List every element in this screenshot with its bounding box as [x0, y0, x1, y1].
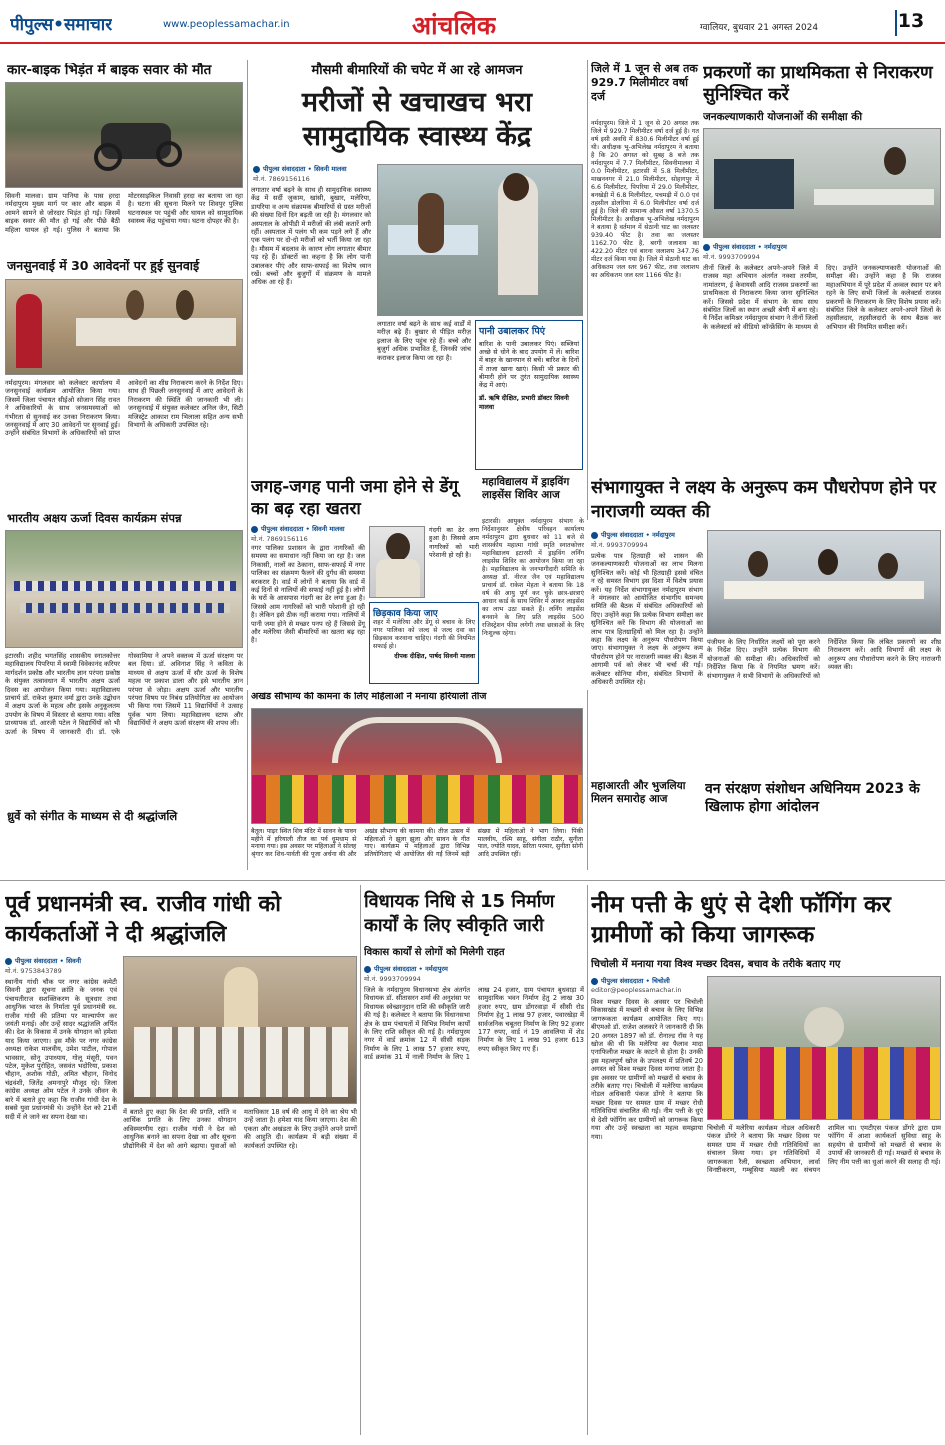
story-body-continued: चिचोली में मलेरिया कार्यक्रम नोडल अधिकारी पंकज डोंगरे ने बताया कि मच्छर दिवस पर समस्त ग्राम में मच्छर रोधी गतिविधियों का संचालन किया गया। इन गतिविधियों में जागरूकता रैली, स्वच्छता अभियान, लार्वा विनष्टीकरण, गम्बूसिया मछली का संचयन शामिल था। एमटीएस पंकज डोंगरे द्वारा ग्राम फॉगिंग में आशा कार्यकर्ता सुविधा साहू के सहयोग से ग्रामीणों को मच्छरों से बचाव के उपायों की जानकारी दी गई। मच्छरों से बचाव के लिए नीम पत्ती का धुआं करने की सलाह दी गई। — [707, 1124, 941, 1175]
column-divider — [587, 690, 588, 870]
story-body: नगर पालिका प्रशासन के द्वारा नागरिकों की समस्या का समाधान नहीं किया जा रहा है। जल निकासी, नालों का ठेकाना, साफ-सफाई में नगर पालिका का संक्रमण फैलने की दुर्गंध की समस्या बरकरार है। वार्ड में लोगों ने बताया कि वार्ड में कई दिनों से नालियों की सफाई नहीं हुई है। लोगों के घरों के आसपास गंदगी का ढेर लगा हुआ है। जिससे आम नागरिकों को भारी परेशानी हो रही है। लेकिन इसे ठीक नहीं कराया गया। नालियों में पानी जमा होने से मच्छर पनप रहे हैं जिससे डेंगू और मलेरिया जैसी बीमारियों का खतरा बढ़ रहा है। — [251, 544, 365, 645]
story-headline[interactable]: प्रकरणों का प्राथमिकता से निराकरण सुनिश्चित करें — [703, 63, 933, 105]
story-neem-fogging — [591, 886, 941, 1438]
story-energy-day — [5, 510, 243, 805]
story-case-disposal — [703, 60, 941, 470]
story-hospital — [251, 60, 583, 470]
mobile-number: मो.नं. 9993709994 — [364, 975, 421, 983]
box-title: छिड़काव किया जाए — [373, 609, 438, 619]
story-rajiv-gandhi — [5, 886, 357, 1438]
awareness-photo — [707, 976, 941, 1120]
box-signature: डॉ. ऋषि दीक्षित, प्रभारी डॉक्टर सिवनी मालवा — [479, 394, 569, 412]
advice-box — [475, 320, 583, 470]
story-kicker: मौसमी बीमारियों की चपेट में आ रहे आमजन — [311, 63, 523, 78]
story-teej — [251, 690, 583, 878]
column-divider — [247, 690, 248, 870]
story-subhead: विकास कार्यों से लोगों को मिलेगी राहत — [364, 947, 505, 958]
story-body: विश्व मच्छर दिवस के अवसर पर चिचोली विकासखंड में मच्छरों से बचाव के लिए विभिन्न जागरूकता कार्यक्रम आयोजित किए गए। बीएमओ डॉ. राजेश अलकारे ने जानकारी दी कि 20 अगस्त 1897 को डॉ. रोनाल्ड रॉस ने यह खोज की थी कि मलेरिया का फैलाव मादा एनाफिलीज मच्छर के काटने से होता है। उनकी इस महत्वपूर्ण खोज के उपलक्ष्य में प्रतिवर्ष 20 अगस्त को विश्व मच्छर दिवस मनाया जाता है। इस अवसर पर ग्रामीणों को मच्छरों से बचाव के तरीके बताए गए। चिचोली में मलेरिया कार्यक्रम नोडल अधिकारी पंकज डोंगरे ने बताया कि मच्छर दिवस पर समस्त ग्राम में मच्छर रोधी गतिविधियां संचालित की गईं। नीम पत्ती के धुएं से देशी फॉगिंग कर ग्रामीणों को जागरूक किया गया और उन्हें स्वच्छता का महत्व समझाया गया। — [591, 998, 703, 1141]
byline: पीपुल्स संवाददाता • नर्मदापुरम — [364, 964, 470, 973]
page-number: 13 — [895, 10, 925, 36]
story-dhurve-tribute — [5, 808, 243, 878]
story-body: इटारसी। आयुक्त नर्मदापुरम संभाग के निर्देशानुसार क्षेत्रीय परिवहन कार्यालय नर्मदापुरम द्वारा बुधवार को 11 बजे से शासकीय महात्मा गांधी स्मृति स्नातकोत्तर महाविद्यालय इटारसी में ड्राइविंग लर्निंग लाइसेंस शिविर का आयोजन किया जा रहा है। महाविद्यालय के जनभागीदारी समिति के अध्यक्ष डॉ. नीरज जैन एवं महाविद्यालय प्राचार्य डॉ. राकेश मेहता ने बताया कि 18 वर्ष की आयु पूर्ण कर चुके छात्र-छात्राएं आधार कार्ड के साथ शिविर में आकर लाइसेंस का लाभ उठा सकते हैं। लर्निंग लाइसेंस बनवाने के लिए प्रति लाइसेंस 500 रजिस्ट्रेशन फीस लगेगी तथा छात्राओं के लिए निःशुल्क रहेगा। — [482, 518, 584, 637]
story-body-continued: में बताते हुए कहा कि देश की प्रगति, शांति व आर्थिक प्रगति के लिए उनका योगदान अविस्मरणीय रहा। राजीव गांधी ने देश को आधुनिक बनाने का सपना देखा था और सूचना प्रौद्योगिकी में देश को आगे बढ़ाया। युवाओं को मताधिकार 18 वर्ष की आयु में देने का श्रेय भी उन्हें जाता है। हमेशा याद किया जाएगा। देश की एकता और अखंडता के लिए उन्होंने अपने प्राणों की आहुति दी। कार्यक्रम में बड़ी संख्या में कार्यकर्ता उपस्थित रहे। — [123, 1108, 357, 1150]
row-divider — [0, 880, 945, 881]
brand-dot-icon — [5, 958, 12, 965]
story-body-continued: लगातार वर्षा बढ़ने के साथ कई वार्डों में मरीज़ बढ़े हैं। बुखार से पीड़ित मरीज़ इलाज के लिए पहुंच रहे हैं। बच्चे और बुज़ुर्ग अधिक प्रभावित हैं, जिनकी जांच कराकर इलाज किया जा रहा है। — [377, 320, 471, 362]
mobile-number: मो.नं. 7869156116 — [253, 175, 310, 183]
column-divider — [587, 60, 588, 520]
story-headline[interactable]: जनसुनवाई में 30 आवेदनों पर हुई सुनवाई — [7, 259, 200, 273]
story-headline[interactable]: महाआरती और भुजलिया मिलन समारोह आज — [591, 780, 686, 805]
teej-photo — [251, 708, 583, 824]
dateline: ग्वालियर, बुधवार 21 अगस्त 2024 — [700, 23, 819, 33]
story-body: जिले के नर्मदापुरम विधानसभा क्षेत्र अंतर्गत विधायक डॉ. सीतासरन शर्मा की अनुशंसा पर विधायक स्वेच्छानुदान राशि की स्वीकृति जारी की गई है। कलेक्टर ने बताया कि विधानसभा क्षेत्र के ग्राम पंचायतों में विभिन्न निर्माण कार्यों के लिए राशि स्वीकृत की गई है। नर्मदापुरम नगर में वार्ड क्रमांक 12 में सीसी सड़क निर्माण के लिए 1 लाख 57 हजार रुपए, वार्ड क्रमांक 31 में नाली निर्माण के लिए 1 लाख 24 हजार, ग्राम पंचायत बुधवाड़ा में सामुदायिक भवन निर्माण हेतु 2 लाख 30 हजार रुपए, ग्राम डोंगरवाड़ा में सीसी रोड निर्माण हेतु 1 लाख 97 हजार, पवारखेड़ा में सार्वजनिक चबूतरा निर्माण के लिए 92 हजार 177 रुपए, वार्ड नं 19 आवलिया में शेड निर्माण के लिए 1 लाख 91 हजार 613 रुपए स्वीकृत किए गए हैं। — [364, 986, 584, 1062]
story-accident — [5, 60, 243, 255]
brand-dot-icon — [364, 966, 371, 973]
story-body: स्थानीय गांधी चौक पर नगर कांग्रेस कमेटी सिवनी द्वारा सूचना क्रांति के जनक एवं पंचायतीराज सशक्तिकरण के सूत्रधार तथा आधुनिक भारत के निर्माता पूर्व प्रधानमंत्री स्व. राजीव गांधी की प्रतिमा पर माल्यार्पण कर जयंती मनाई। और उन्हें सादर श्रद्धांजलि अर्पित की। देश के विकास में उनके योगदान को हमेशा याद किया जाएगा। इस मौके पर नगर कांग्रेस अध्यक्ष राकेश मालवीय, उमेश पाटील, गोपाल भावसार, सोनू उपाध्याय, गोलू मंसूरी, पवन पटेल, मुकेश पुरोहित, जसवंत भदोरिया, प्रकाश चौहान, अशोक गोठी, अमित चौहान, विनोद चंद्रवंशी, जितेंद्र अमनापुरे मौजूद रहे। जिला कांग्रेस अध्यक्ष ओम पटेल ने उनके जीवन के बारे में बताते हुए कहा कि राजीव गांधी देश के सबसे युवा प्रधानमंत्री थे। उन्होंने देश को 21वीं सदी में ले जाने का सपना देखा था। — [5, 978, 117, 1121]
email[interactable]: editor@peoplessamachar.in — [591, 986, 682, 994]
story-body: इटारसी। शहीद भगतसिंह शासकीय स्नातकोत्तर महाविद्यालय पिपरिया में स्वामी विवेकानंद करियर मार्गदर्शन प्रकोष्ठ और भारतीय ज्ञान परंपरा प्रकोष्ठ के संयुक्त तत्वावधान में भारतीय अक्षय ऊर्जा दिवस का आयोजन किया गया। महाविद्यालय प्राचार्य डॉ. राकेश कुमार वर्मा द्वारा उनके उद्बोधन में अक्षय ऊर्जा के महत्व और इसके अनुकूलतम उपयोग के विषय में विस्तार से बताया गया। वरिष्ठ प्राध्यापक डॉ. आरजी पटेल ने विद्यार्थियों को भी ऊर्जा के विषय में जानकारी दी। डॉ. एके गोस्वामिया ने अपने वक्तव्य में ऊर्जा संरक्षण पर बल दिया। डॉ. अविनाश सिंह ने कविता के माध्यम से अक्षय ऊर्जा में सौर ऊर्जा के विशेष महत्व पर प्रकाश डाला और इसे भारतीय ज्ञान परंपरा से जोड़ा। अक्षय ऊर्जा और भारतीय परंपरा विषय पर निबंध प्रतियोगिता का आयोजन भी किया गया जिसमें 11 विद्यार्थियों ने उत्साह पूर्वक भाग लिया। महाविद्यालय स्टाफ और विद्यार्थियों ने अक्षय ऊर्जा संरक्षण की शपथ ली। — [5, 652, 243, 736]
masthead — [0, 0, 945, 44]
story-public-hearing — [5, 257, 243, 507]
story-headline[interactable]: महाविद्यालय में ड्राइविंग लाइसेंस शिविर आज — [482, 476, 570, 501]
story-headline[interactable]: ध्रुर्वे को संगीत के माध्यम से दी श्रद्धांजलि — [7, 810, 178, 823]
story-headline[interactable]: नीम पत्ती के धुएं से देशी फॉगिंग कर ग्रामीणों को किया जागरूक — [591, 892, 891, 948]
story-body: बैतूल। पाढ़र स्थित शिव मंदिर में सावन के पावन महीने में हरियाली तीज का पर्व धूमधाम से मनाया गया। इस अवसर पर महिलाओं ने सोलह श्रृंगार कर शिव-पार्वती की पूजा अर्चना की और अखंड सौभाग्य की कामना की। तीज उत्सव में महिलाओं ने झूला झूला और सावन के गीत गाए। कार्यक्रम में महिलाओं द्वारा विभिन्न प्रतियोगिताएं भी आयोजित की गईं जिनमें बड़ी संख्या में महिलाओं ने भाग लिया। पिंकी मालवीय, रश्मि साहू, संगीता राठौर, सुनीता पाल, ज्योति यादव, सरिता परमार, सुनीता सोनी आदि उपस्थित रहीं। — [251, 828, 583, 858]
councillor-portrait — [369, 526, 425, 598]
story-body: नर्मदापुरम। मंगलवार को कलेक्टर कार्यालय में जनसुनवाई कार्यक्रम आयोजित किया गया। जिसमें जिला पंचायत सीईओ सोजान सिंह रावत ने अधिकारियों के साथ जनसमस्याओं को गंभीरता से सुनवाई कर उनका निराकरण किया। जनसुनवाई में आए 30 आवेदनों पर सुनवाई हुई। उन्होंने संबंधित विभागों के अधिकारियों को प्राप्त आवेदनों का शीघ्र निराकरण करने के निर्देश दिए। साथ ही पिछली जनसुनवाई में आए आवेदनों के निराकरण की स्थिति की जानकारी भी ली। जनसुनवाई में संयुक्त कलेक्टर अनिल जैन, सिटी मजिस्ट्रेट आकाश राम भिलाला सहित अन्य सभी विभागों के अधिकारी उपस्थित रहे। — [5, 379, 243, 438]
story-headline[interactable]: अखंड सौभाग्य की कामना के लिए महिलाओं ने मनाया हरियाली तीज — [251, 692, 487, 702]
hospital-photo — [377, 164, 583, 316]
byline: पीपुल्स संवाददाता • सिवनी — [5, 956, 115, 965]
story-driving-licence — [482, 474, 584, 684]
story-headline[interactable]: विधायक निधि से 15 निर्माण कार्यों के लिए स्वीकृति जारी — [364, 891, 555, 936]
story-forest-act — [705, 778, 941, 878]
story-plantation — [591, 474, 941, 774]
story-headline[interactable]: कार-बाइक भिड़ंत में बाइक सवार की मौत — [7, 63, 212, 78]
energy-day-photo — [5, 530, 243, 648]
spray-box — [369, 602, 479, 684]
logo[interactable]: पीपुल्स•समाचार — [10, 15, 113, 35]
story-headline[interactable]: पूर्व प्रधानमंत्री स्व. राजीव गांधी को कार्यकर्ताओं ने दी श्रद्धांजलि — [5, 892, 281, 947]
meeting-photo — [703, 128, 941, 238]
story-headline[interactable]: भारतीय अक्षय ऊर्जा दिवस कार्यक्रम संपन्न — [7, 512, 182, 525]
story-maha-aarti — [591, 778, 701, 878]
story-body: प्रत्येक पात्र हितग्राही को शासन की जनकल्याणकारी योजनाओं का लाभ मिलना सुनिश्चित करें। कोई भी हितग्राही इससे वंचित न रहे समस्त विभाग इस दिशा में विशेष प्रयास करें। यह निर्देश संभागायुक्त नर्मदापुरम संभाग ने मंगलवार को आयोजित संभागीय समन्वय समिति की बैठक में संबंधित अधिकारियों को दिए। उन्होंने कहा कि प्रत्येक विभाग समीक्षा कर सुनिश्चित करें कि विभाग की योजनाओं का लाभ पात्र हितग्राहियों को मिल रहा है। उन्होंने कहा कि लक्ष्य के अनुरूप पौधरोपण किया जाए। संभागायुक्त ने लक्ष्य के अनुरूप कम पौधरोपण होने पर नाराजगी व्यक्त की। बैठक में आगामी पर्व को लेकर भी चर्चा की गई। कलेक्टर सोनिया मीना, संबंधित विभागों के अधिकारी उपस्थित रहे। — [591, 552, 703, 687]
story-headline[interactable]: संभागायुक्त ने लक्ष्य के अनुरूप कम पौधरोपण होने पर नाराजगी व्यक्त की — [591, 478, 936, 522]
byline: पीपुल्स संवाददाता • सिवनी मालवा — [251, 524, 381, 533]
tribute-photo — [123, 956, 357, 1104]
story-body: लगातार वर्षा बढ़ने के साथ ही सामुदायिक स्वास्थ्य केंद्र में सर्दी जुकाम, खांसी, बुखार, मलेरिया, डायरिया व अन्य संक्रामक बीमारियों से ग्रस्त मरीजों की संख्या दिनों दिन बढ़ती जा रही है। मंगलवार को अस्पताल के ओपीडी में मरीजों की लंबी कतारें लगी रहीं। अस्पताल में पलंग भी कम पड़ने लगे हैं और एक पलंग पर दो-दो मरीजों को भर्ती किया जा रहा है। मौसम में बदलाव के कारण लोग लगातार बीमार पड़ रहे हैं। डॉक्टरों का कहना है कि लोग पानी उबालकर पीएं और साफ-सफाई का विशेष ध्यान रखें। बच्चों और बुजुर्गों में संक्रमण के मामले अधिक आ रहे हैं। — [251, 186, 371, 287]
story-headline[interactable]: जिले में 1 जून से अब तक 929.7 मिलीमीटर वर्षा दर्ज — [591, 62, 698, 103]
column-divider — [587, 885, 588, 1435]
brand-dot-icon — [703, 244, 710, 251]
story-mla-fund — [364, 886, 584, 1438]
accident-photo — [5, 82, 243, 188]
mobile-number: मो.नं. 7869156116 — [251, 535, 308, 543]
story-body-side: गंदगी का ढेर लगा हुआ है। जिससे आम नागरिकों को भारी परेशानी हो रही है। — [429, 526, 479, 560]
story-subhead: चिचोली में मनाया गया विश्व मच्छर दिवस, बचाव के तरीके बताए गए — [591, 959, 841, 970]
story-body: नर्मदापुरम। जिले में 1 जून से 20 अगस्त तक जिले में 929.7 मिलीमीटर वर्षा दर्ज हुई है। गत वर्ष इसी अवधि में 830.6 मिलीमीटर वर्षा हुई थी। अधीक्षक भू-अभिलेख नर्मदापुरम ने बताया है कि 20 अगस्त को सुबह 8 बजे तक नर्मदापुरम में 7.7 मिलीमीटर, सिवनीमालवा में 0.0 मिलीमीटर, इटारसी में 5.8 मिलीमीटर, माखननगर में 21.0 मिलीमीटर, सोहागपुर में 6.6 मिलीमीटर, पिपरिया में 29.0 मिलीमीटर, बनखेड़ी में 6.8 मिलीमीटर, पचमढ़ी में 0.0 एवं तहसील डोलरिया में 6.0 मिलीमीटर वर्षा दर्ज हुई है। जिले की सामान्य औसत वर्षा 1370.5 मिलीमीटर है। अधीक्षक भू-अभिलेख नर्मदापुरम ने बताया है वर्तमान में सेठानी घाट का जलस्तर 939.40 फीट है। तवा का जलस्तर 1162.70 फीट है, बरगी जलाशय का 422.20 मीटर एवं बारना जलाशय 347.76 मीटर दर्ज किया गया है। जिले में सेठानी घाट का अधिकतम जल स्तर 967 फीट, तवा जलाशय का अधिकतम जल स्तर 1166 फीट है। — [591, 120, 699, 279]
brand-dot-icon — [591, 978, 598, 985]
story-headline[interactable]: जगह-जगह पानी जमा होने से डेंगू का बढ़ रहा खतरा — [251, 477, 459, 519]
mobile-number: मो.नं. 9993709994 — [703, 253, 760, 261]
byline: पीपुल्स संवाददाता • नर्मदापुरम — [703, 242, 823, 251]
brand-dot-icon — [591, 532, 598, 539]
story-headline[interactable]: वन संरक्षण संशोधन अधिनियम 2023 के खिलाफ होगा आंदोलन — [705, 781, 920, 815]
hearing-photo — [5, 279, 243, 375]
box-title: पानी उबालकर पिएं — [479, 326, 546, 337]
section-title: आंचलिक — [412, 11, 497, 40]
box-body: बारिश के पानी उबालकर पिएं। सब्जियां अच्छे से धोने के बाद उपयोग में लें। बारिश में बाहर के खानपान से बचें। बारिश के दिनों में ताजा खाना खाएं। किसी भी प्रकार की बीमारी होने पर तुरंत सामुदायिक स्वास्थ्य केंद्र में आएं। — [479, 340, 579, 390]
byline: पीपुल्स संवाददाता • नर्मदापुरम — [591, 530, 711, 539]
story-dengue — [251, 474, 479, 684]
story-rainfall — [591, 60, 699, 470]
website-url[interactable]: www.peoplessamachar.in — [163, 19, 290, 30]
review-meeting-photo — [707, 530, 941, 634]
brand-dot-icon — [251, 526, 258, 533]
column-divider — [360, 885, 361, 1435]
brand-dot-icon — [253, 166, 260, 173]
story-subhead: जनकल्याणकारी योजनाओं की समीक्षा की — [703, 111, 863, 123]
story-body: सिवनी मालवा। ग्राम पानिया के पास हरदा नर्मदापुरम मुख्य मार्ग पर कार और बाइक में आमने सामने से जोरदार भिड़ंत हो गई। जिसमें बाइक सवार की मौत हो गई और पीछे बैठी महिला घायल हो गई। पुलिस ने बताया कि मोटरसाइकिल निवासी हरदा का बताया जा रहा है। घटना की सूचना मिलने पर शिवपुर पुलिस घटनास्थल पर पहुंची और घायल को सामुदायिक स्वास्थ्य केंद्र पहुंचाया गया। घटना दोपहर की है। — [5, 192, 243, 234]
mobile-number: मो.नं. 9993709994 — [591, 541, 648, 549]
box-body: शहर में मलेरिया और डेंगू से बचाव के लिए नगर पालिका को जल्द से जल्द दवा का छिड़काव करवाना चाहिए। गंदगी की नियमित सफाई हो। — [373, 619, 475, 650]
story-body-continued: पंजीयन के लिए निर्धारित लक्ष्यों को पूरा करने के निर्देश दिए। उन्होंने प्रत्येक विभाग की योजनाओं की समीक्षा की। अधिकारियों को निर्देशित किया कि वे नियमित भ्रमण करें। संभागायुक्त ने सभी विभागों के अधिकारियों को निर्देशित किया कि लंबित प्रकरणों का शीघ्र निराकरण करें। आदि विभागों की लक्ष्य के अनुरूप अध पौधारोपण करने के लिए नाराजगी व्यक्त की। — [707, 638, 941, 680]
column-divider — [247, 60, 248, 685]
story-body: तीनों जिलों के कलेक्टर अपने-अपने जिले में राजस्व महा अभियान अंतर्गत नक्शा तरमीम, नामांतरण, ई केवायसी आदि राजस्व प्रकरणों का प्राथमिकता से निराकरण किया जाना सुनिश्चित करें। जिससे प्रदेश में संभाग के साथ साथ संबंधित जिलों का स्थान अच्छी श्रेणी में बना रहे। ये निर्देश कमिश्नर नर्मदापुरम संभाग ने तीनों जिलों के कलेक्टर्स को वीडियो कॉन्फ्रेंसिंग के माध्यम से दिए। उन्होंने जनकल्याणकारी योजनाओं की समीक्षा की। उन्होंने कहा है कि राजस्व महाअभियान में पूरे प्रदेश में अव्वल स्थान पर बने रहने के लिए सभी जिलों के कलेक्टर्स राजस्व प्रकरणों के निराकरण के लिए विशेष प्रयास करें। संबंधित जिले के कलेक्टर अपने-अपने जिलों के तहसीलदार, तहसीलदारों के साथ बैठक कर अभियान की नियमित समीक्षा करें। — [703, 264, 941, 331]
byline: पीपुल्स संवाददाता • सिवनी मालवा — [253, 164, 373, 173]
box-signature: दीपक दीक्षित, पार्षद सिवनी मालवा — [394, 653, 475, 660]
byline: पीपुल्स संवाददाता • चिचोली — [591, 976, 703, 985]
mobile-number: मो.नं. 9753843789 — [5, 967, 62, 975]
story-headline[interactable]: मरीजों से खचाखच भरा सामुदायिक स्वास्थ्य केंद्र — [301, 87, 533, 152]
